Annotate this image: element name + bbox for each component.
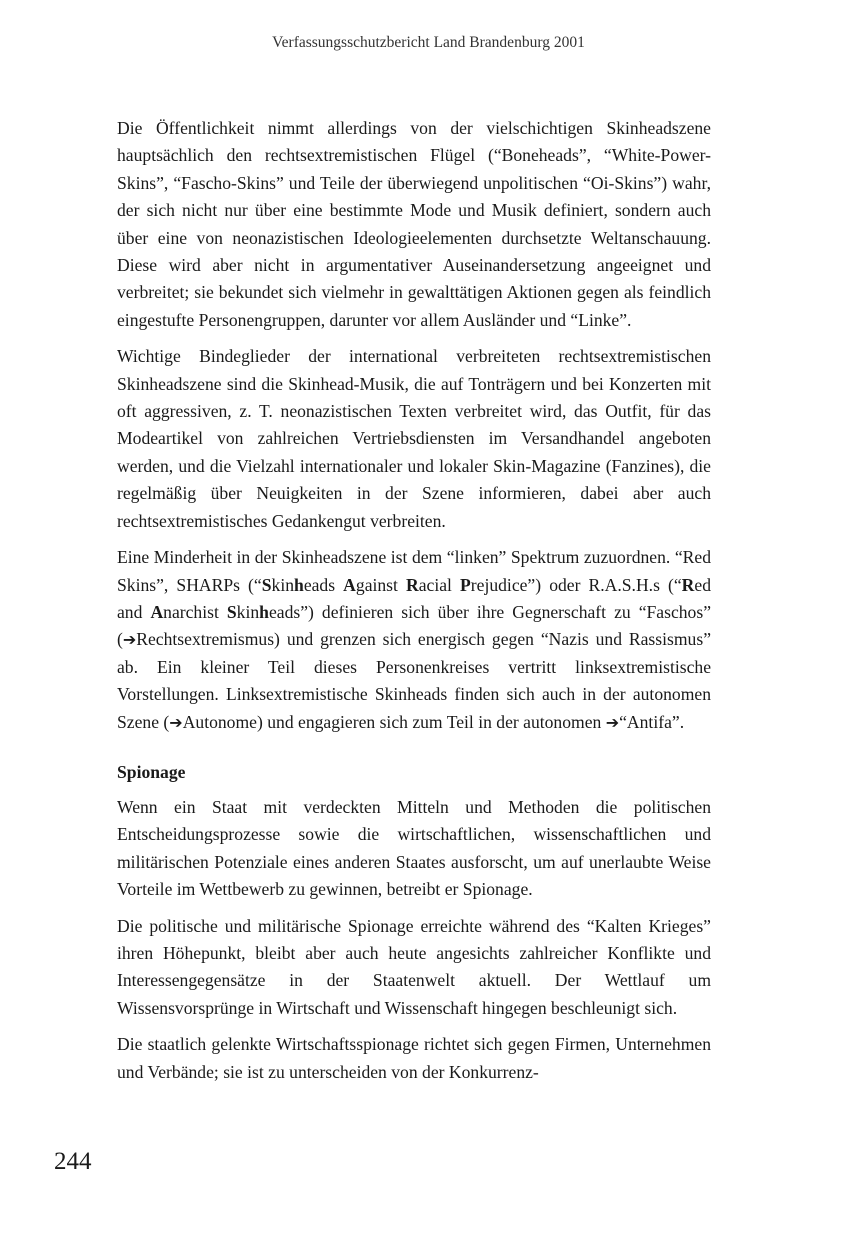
text-run: kin (271, 574, 295, 595)
acronym-letter: A (343, 574, 356, 595)
text-run: eads (303, 574, 344, 595)
arrow-right-icon: ➔ (122, 630, 137, 650)
acronym-letter: P (460, 574, 471, 595)
paragraph-skinheads-left (117, 544, 711, 736)
paragraph-spionage-history: Die politische und militärische Spionage erreichte während des “Kalten Krieges” ihren Höhepunkt, bleibt aber auch heute angesichts zahlreicher Konflikte und Interessengegensätze in der Staatenwelt aktuell. Der Wettlauf um Wissensvorsprünge in Wirtschaft und Wissenschaft hingegen beschleunigt sich. (117, 915, 711, 1018)
arrow-right-icon: ➔ (169, 712, 183, 732)
page-number: 244 (54, 1148, 92, 1175)
body-text (117, 115, 711, 1095)
text-run: narchist (163, 601, 227, 622)
section-heading-spionage: Spionage (117, 761, 186, 782)
paragraph-spionage-definition: Wenn ein Staat mit verdeckten Mitteln und Methoden die politischen Entscheidungsprozesse sowie die wirtschaftlichen, wissenschaftlichen und militärischen Potenziale eines anderen Staates ausforscht, um auf unerlaubte Weise Vorteile im Wettbewerb zu gewinnen, betreibt er Spionage. (117, 796, 711, 900)
acronym-letter: A (150, 601, 164, 622)
paragraph-skinheads-links: Wichtige Bindeglieder der international verbreiteten rechtsextremistischen Skinheadszene sind die Skinhead-Musik, die auf Tonträgern und bei Konzerten mit oft aggressiven, z. T. neonazistischen Texten verbreitet wird, das Outfit, für das Modeartikel von zahlreichen Vertriebsdiensten im Versandhandel angeboten werden, und die Vielzahl internationaler und lokaler Skin-Magazine (Fanzines), die regelmäßig über Neuigkeiten in der Szene informieren, dabei aber auch rechtsextremistisches Gedankengut verbreiten. (117, 346, 711, 531)
text-run: rejudice”) oder R.A.S.H.s (“ (470, 574, 682, 595)
text-run: “Antifa”. (619, 711, 685, 732)
acronym-letter: S (261, 574, 272, 595)
acronym-letter: S (226, 601, 237, 622)
acronym-letter: R (681, 574, 695, 595)
paragraph-skinheads-public: Die Öffentlichkeit nimmt allerdings von der vielschichtigen Skinheadszene hauptsächlich den rechtsextremistischen Flügel (“Boneheads”, “White-Power-Skins”, “Fascho-Skins” und Teile der überwiegend unpolitischen “Oi-Skins”) wahr, der sich nicht nur über eine bestimmte Mode und Musik definiert, sondern auch über eine von neonazistischen Ideologieelementen durchsetzte Weltanschauung. Diese wird aber nicht in argumentativer Auseinandersetzung angeeignet und verbreitet; sie bekundet sich vielmehr in gewalttätigen Aktionen gegen als feindlich eingestufte Personengruppen, darunter vor allem Ausländer und “Linke”. (117, 118, 711, 330)
acronym-letter: R (406, 574, 419, 595)
text-run: Autonome) und engagieren sich zum Teil in der autonomen (182, 711, 606, 732)
text-run: eads”) definieren sich über ihre Gegnerschaft zu “Faschos” ( (117, 601, 711, 650)
text-run: ed and (117, 574, 711, 622)
running-header: Verfassungsschutzbericht Land Brandenburg 2001 (272, 34, 585, 51)
text-run: gainst (355, 574, 407, 595)
paragraph-wirtschaftsspionage: Die staatlich gelenkte Wirtschaftsspionage richtet sich gegen Firmen, Unternehmen und Verbände; sie ist zu unterscheiden von der Konkurrenz- (117, 1034, 711, 1082)
text-run: Rechtsextremismus) und grenzen sich energisch gegen “Nazis und Rassismus” ab. Ein kleiner Teil dieses Personenkreises vertritt linksextremistische Vorstellungen. Linksextremistische Skinheads finden sich auch in der autonomen Szene ( (117, 629, 711, 732)
acronym-letter: h (294, 574, 304, 595)
text-run: kin (236, 601, 260, 622)
acronym-letter: h (259, 601, 269, 622)
text-run: acial (418, 574, 461, 595)
arrow-right-icon: ➔ (605, 712, 620, 732)
text-run: Eine Minderheit in der Skinheadszene ist dem “linken” Spektrum zuzuordnen. “Red Skins”, SHARPs (“ (117, 547, 711, 595)
